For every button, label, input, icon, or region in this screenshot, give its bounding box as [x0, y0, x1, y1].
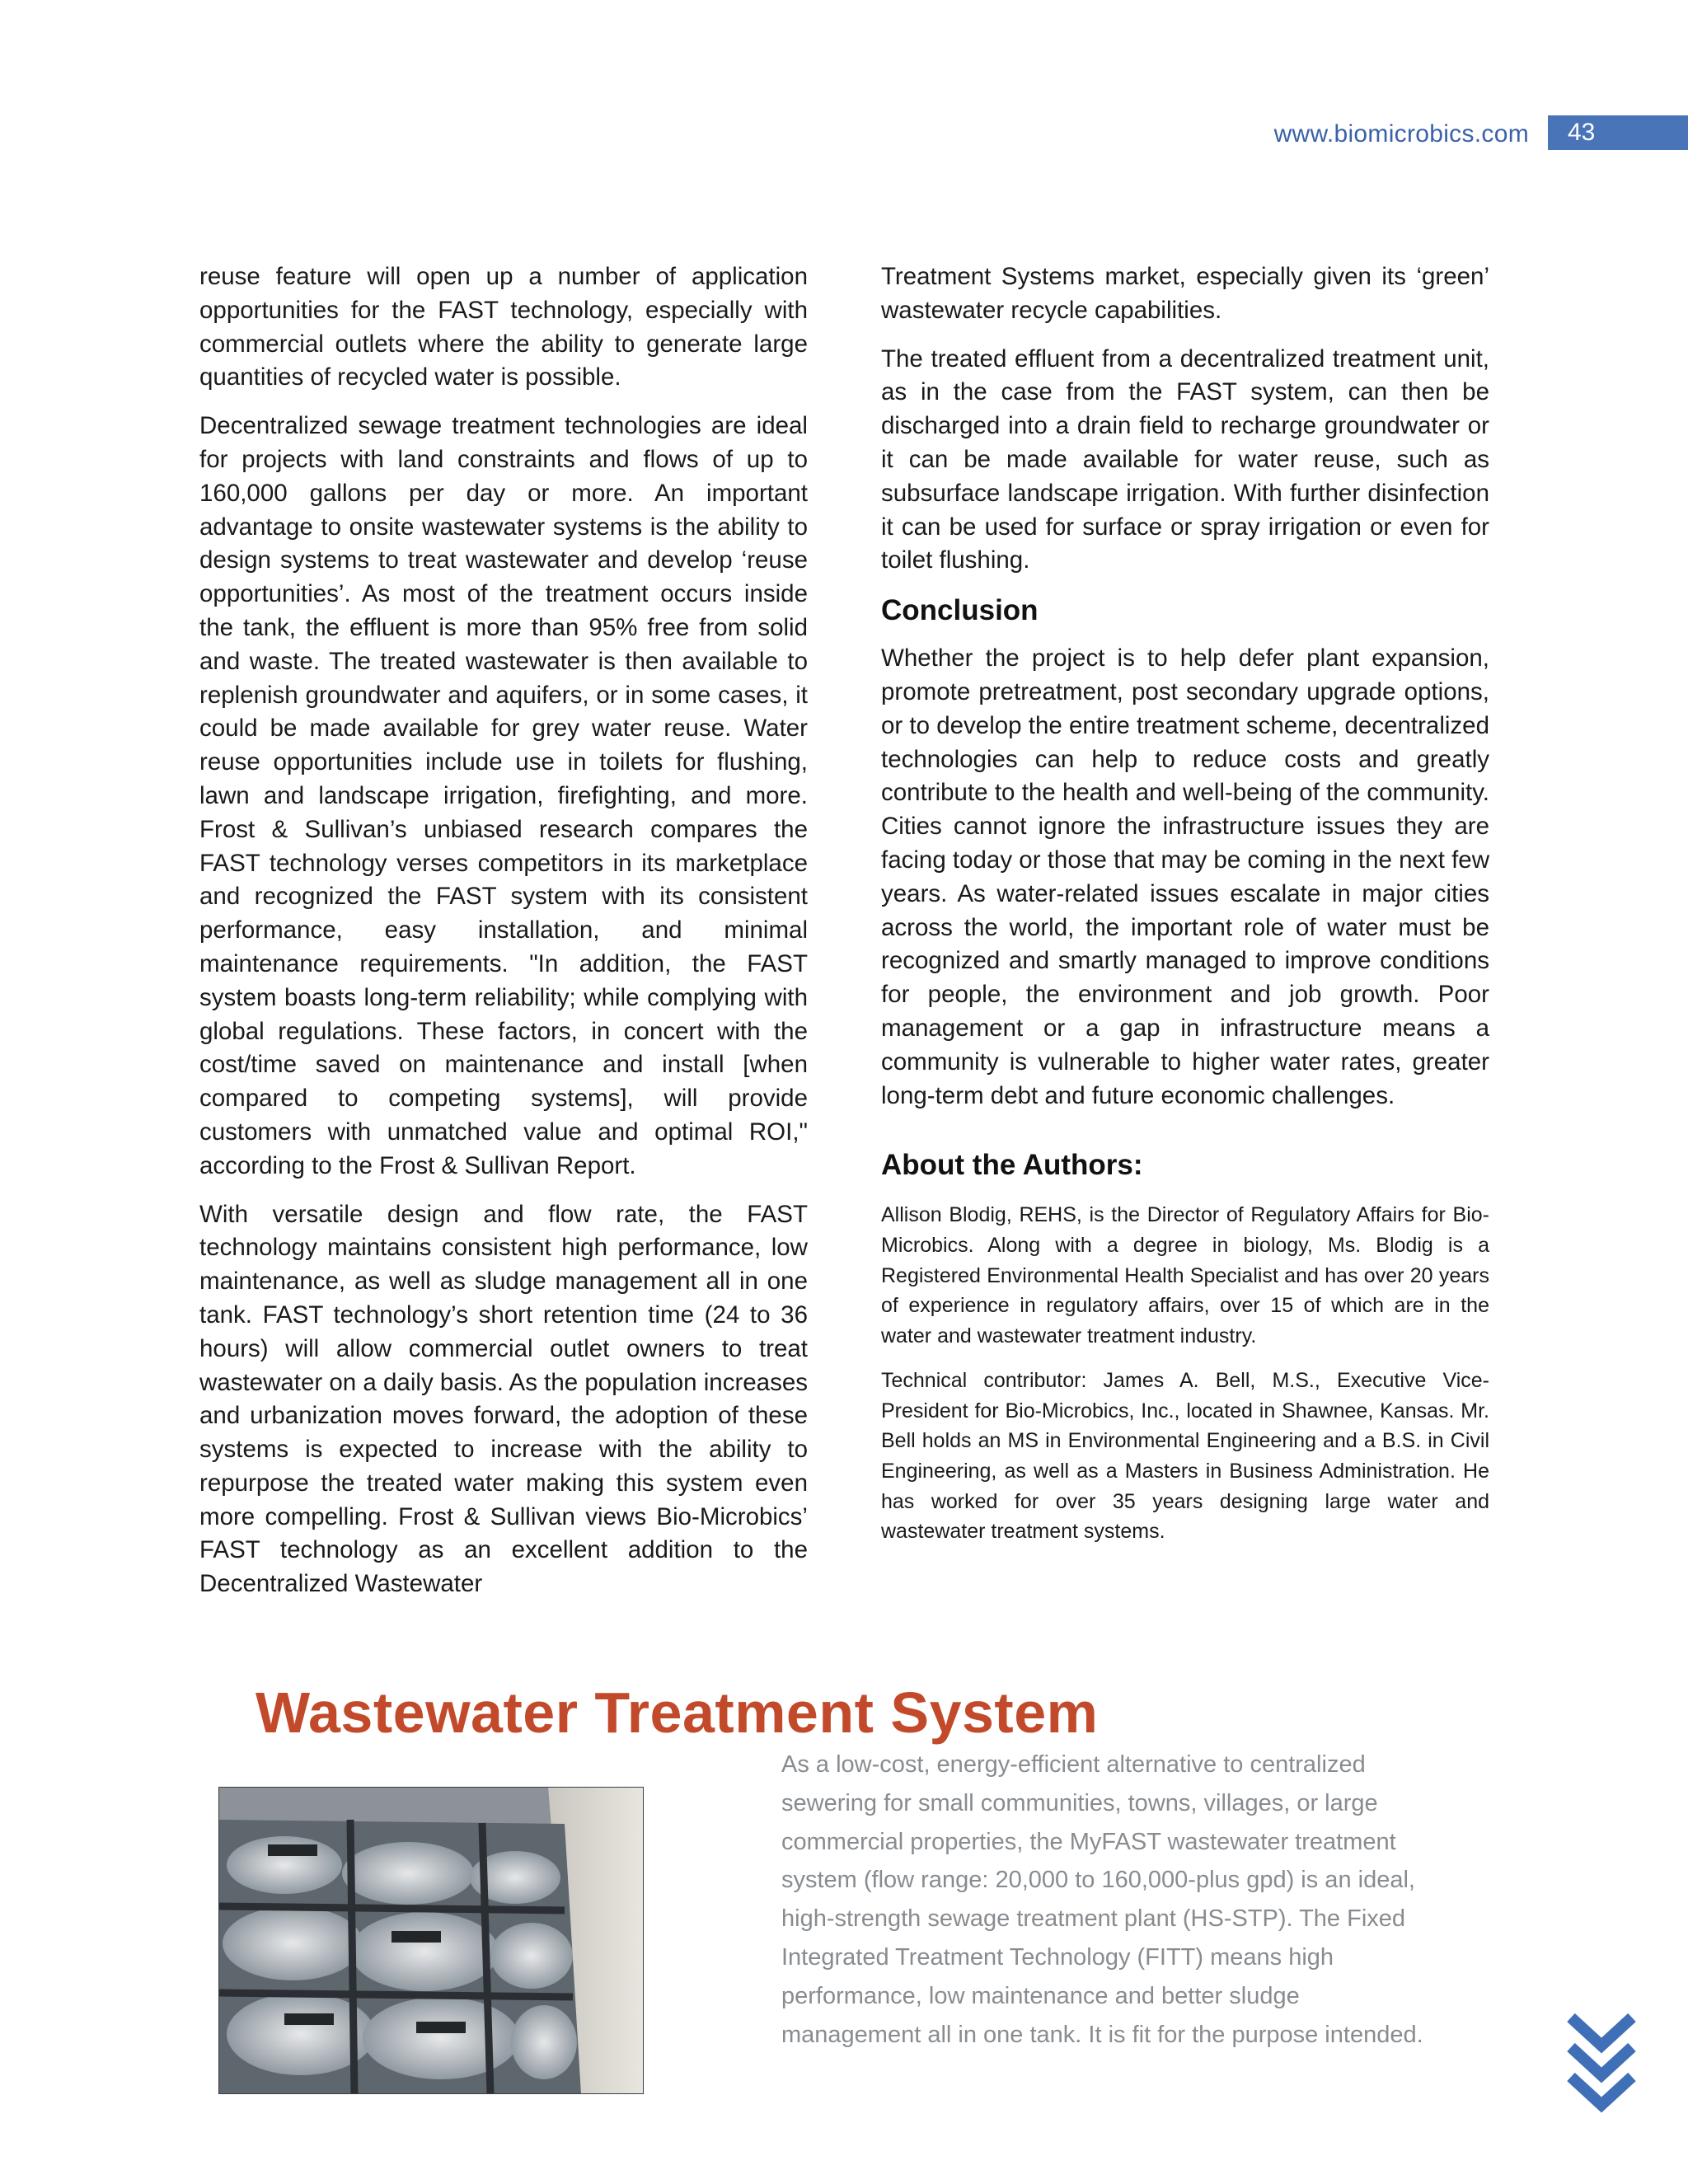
- header-website-url[interactable]: www.biomicrobics.com: [1273, 120, 1529, 148]
- conclusion-paragraph: Whether the project is to help defer plant expansion, promote pretreatment, post secondary upgrade options, or to develop the entire treatment scheme, decentralized technologies can help to reduce costs and greatly contribute to the health and well-being of the community. Cities cannot ignore the infrastructure issues they are facing today or those that may be coming in the next few years. As water-related issues escalate in major cities across the world, the important role of water must be recognized and smartly managed to improve conditions for people, the environment and job growth. Poor management or a gap in infrastructure means a community is vulnerable to higher water rates, greater long-term debt and future economic challenges.: [881, 644, 1489, 1109]
- body-paragraph: With versatile design and flow rate, the FAST technology maintains consistent high performance, low maintenance, as well as sludge management all in one tank. FAST technology’s short retention time (24 to 36 hours) will allow commercial outlet owners to treat wastewater on a daily basis. As the population increases and urbanization moves forward, the adoption of these systems is expected to increase with the ability to repurpose the treated water making this system even more compelling. Frost & Sullivan views Bio-Microbics’ FAST technology as an excellent addition to the Decentralized Wastewater: [199, 1200, 808, 1598]
- page-number: 43: [1568, 119, 1596, 146]
- treatment-tank-photo: [218, 1787, 644, 2094]
- conclusion-heading: Conclusion: [881, 594, 1039, 627]
- body-paragraph: The treated effluent from a decentralized treatment unit, as in the case from the FAST system, can then be discharged into a drain field to recharge groundwater or it can be made available for water reuse, such as subsurface landscape irrigation. With further disinfection it can be used for surface or spray irrigation or even for toilet flushing.: [881, 344, 1489, 574]
- body-paragraph: Decentralized sewage treatment technologies are ideal for projects with land constraints and flows of up to 160,000 gallons per day or more. An important advantage to onsite wastewater systems is the ability to design systems to treat wastewater and develop ‘reuse opportunities’. As most of the treatment occurs inside the tank, the effluent is more than 95% free from solid and waste. The treated wastewater is then available to replenish groundwater and aquifers, or in some cases, it could be made available for grey water reuse. Water reuse opportunities include use in toilets for flushing, lawn and landscape irrigation, firefighting, and more. Frost & Sullivan’s unbiased research compares the FAST technology verses competitors in its marketplace and recognized the FAST system with its consistent performance, easy installation, and minimal maintenance requirements. "In addition, the FAST system boasts long-term reliability; while complying with global regulations. These factors, in concert with the cost/time saved on maintenance and install [when compared to competing systems], will provide customers with unmatched value and optimal ROI," according to the Frost & Sullivan Report.: [199, 412, 808, 1179]
- ad-description: As a low-cost, energy-efficient alternative to centralized sewering for small communities, towns, villages, or large commercial properties, the MyFAST wastewater treatment system (flow range: 20,000 to 160,000-plus gpd) is an ideal, high-strength sewage treatment plant (HS-STP). The Fixed Integrated Treatment Technology (FITT) means high performance, low maintenance and better sludge management all in one tank. It is fit for the purpose intended.: [781, 1751, 1423, 2048]
- body-paragraph: reuse feature will open up a number of application opportunities for the FAST technology, especially with commercial outlets where the ability to generate large quantities of recycled water is possible.: [199, 263, 808, 391]
- right-column: [881, 260, 1489, 1562]
- ad-title: Wastewater Treatment System: [256, 1680, 1099, 1745]
- author-bio-blodig: Allison Blodig, REHS, is the Director of Regulatory Affairs for Bio-Microbics. Along with a degree in biology, Ms. Blodig is a Registered Environmental Health Specialist and has over 20 years of experience in regulatory affairs, over 15 of which are in the water and wastewater treatment industry.: [881, 1203, 1489, 1347]
- page-number-tab: [1548, 115, 1688, 150]
- left-column: [199, 260, 808, 1616]
- author-bio-bell: Technical contributor: James A. Bell, M.S., Executive Vice-President for Bio-Microbics, Inc., located in Shawnee, Kansas. Mr. Bell holds an MS in Environmental Engineering and a B.S. in Civil Engineering, as well as a Masters in Business Administration. He has worked for over 35 years designing large water and wastewater treatment systems.: [881, 1369, 1489, 1544]
- body-paragraph: Treatment Systems market, especially given its ‘green’ wastewater recycle capabilities.: [881, 263, 1489, 324]
- double-chevron-down-icon[interactable]: [1564, 2011, 1639, 2114]
- authors-heading: About the Authors:: [881, 1149, 1143, 1182]
